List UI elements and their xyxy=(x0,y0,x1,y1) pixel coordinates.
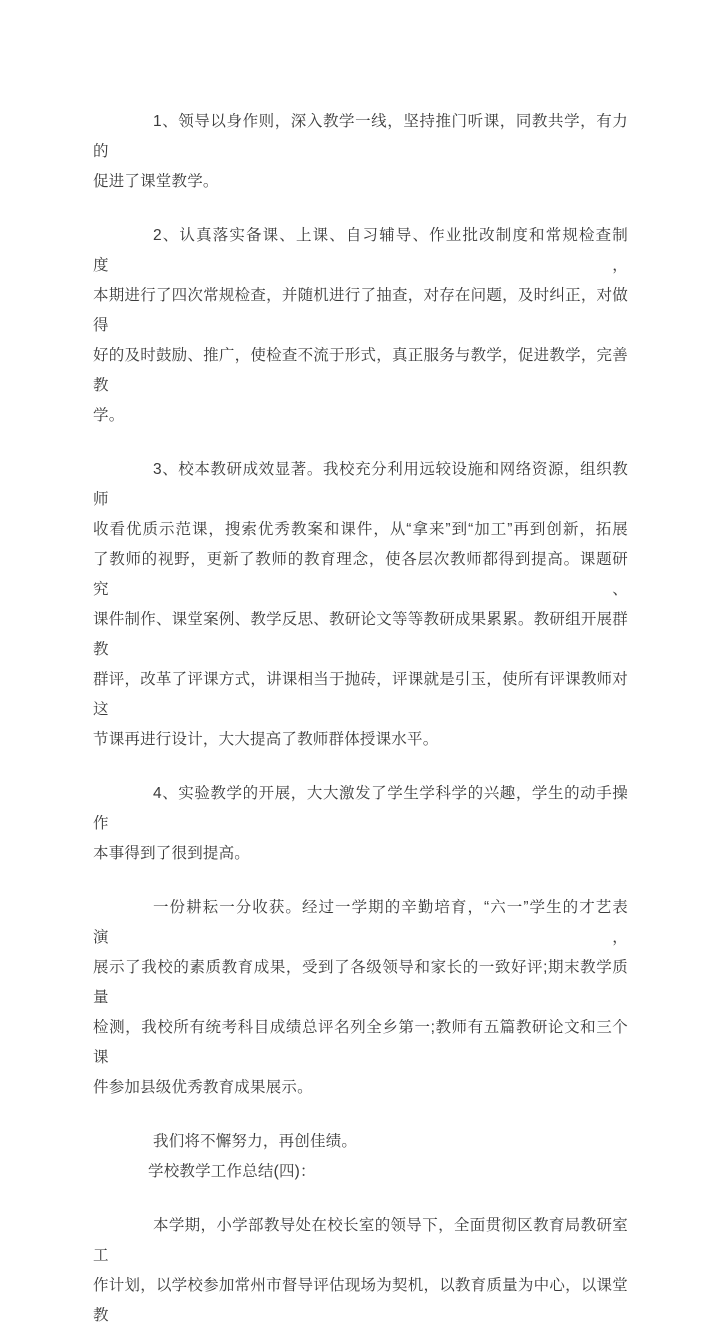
text-line: 了教师的视野，更新了教师的教育理念，使各层次教师都得到提高。课题研究、 xyxy=(93,551,628,598)
text-line: 群评，改革了评课方式，讲课相当于抛砖，评课就是引玉，使所有评课教师对这 xyxy=(93,671,628,718)
paragraph xyxy=(93,1127,628,1157)
paragraph xyxy=(93,455,628,755)
text-line: 3、校本教研成效显著。我校充分利用远较设施和网络资源，组织教师 xyxy=(93,461,628,508)
text-line: 我们将不懈努力，再创佳绩。 xyxy=(153,1133,358,1150)
text-line: 促进了课堂教学。 xyxy=(93,173,219,190)
text-line: 作计划，以学校参加常州市督导评估现场为契机，以教育质量为中心，以课堂教 xyxy=(93,1277,628,1324)
paragraph xyxy=(93,221,628,431)
text-line: 收看优质示范课，搜索优秀教案和课件，从“拿来”到“加工”再到创新，拓展 xyxy=(93,521,628,538)
paragraph xyxy=(93,779,628,869)
text-line: 本学期，小学部教导处在校长室的领导下，全面贯彻区教育局教研室工 xyxy=(93,1217,628,1264)
text-line: 件参加县级优秀教育成果展示。 xyxy=(93,1079,313,1096)
text-line: 学校教学工作总结(四)： xyxy=(148,1163,316,1180)
text-line: 展示了我校的素质教育成果，受到了各级领导和家长的一致好评;期末教学质量 xyxy=(93,959,628,1006)
text-line: 1、领导以身作则，深入教学一线，坚持推门听课，同教共学，有力的 xyxy=(93,113,628,160)
text-line: 2、认真落实备课、上课、自习辅导、作业批改制度和常规检查制度， xyxy=(93,227,628,274)
paragraph xyxy=(93,1211,628,1331)
document-body xyxy=(93,107,628,1331)
text-line: 本期进行了四次常规检查，并随机进行了抽查，对存在问题，及时纠正，对做得 xyxy=(93,287,628,334)
text-line: 学。 xyxy=(93,407,125,424)
text-line: 节课再进行设计，大大提高了教师群体授课水平。 xyxy=(93,731,439,748)
text-line: 课件制作、课堂案例、教学反思、教研论文等等教研成果累累。教研组开展群教 xyxy=(93,611,628,658)
text-line: 一份耕耘一分收获。经过一学期的辛勤培育，“六一”学生的才艺表演， xyxy=(93,899,628,946)
text-line: 检测，我校所有统考科目成绩总评名列全乡第一;教师有五篇教研论文和三个课 xyxy=(93,1019,628,1066)
paragraph xyxy=(93,107,628,197)
paragraph xyxy=(93,893,628,1103)
section-subheading xyxy=(93,1157,628,1187)
text-line: 本事得到了很到提高。 xyxy=(93,845,251,862)
text-line: 4、实验教学的开展，大大激发了学生学科学的兴趣，学生的动手操作 xyxy=(93,785,628,832)
text-line: 好的及时鼓励、推广，使检查不流于形式，真正服务与教学，促进教学，完善教 xyxy=(93,347,628,394)
